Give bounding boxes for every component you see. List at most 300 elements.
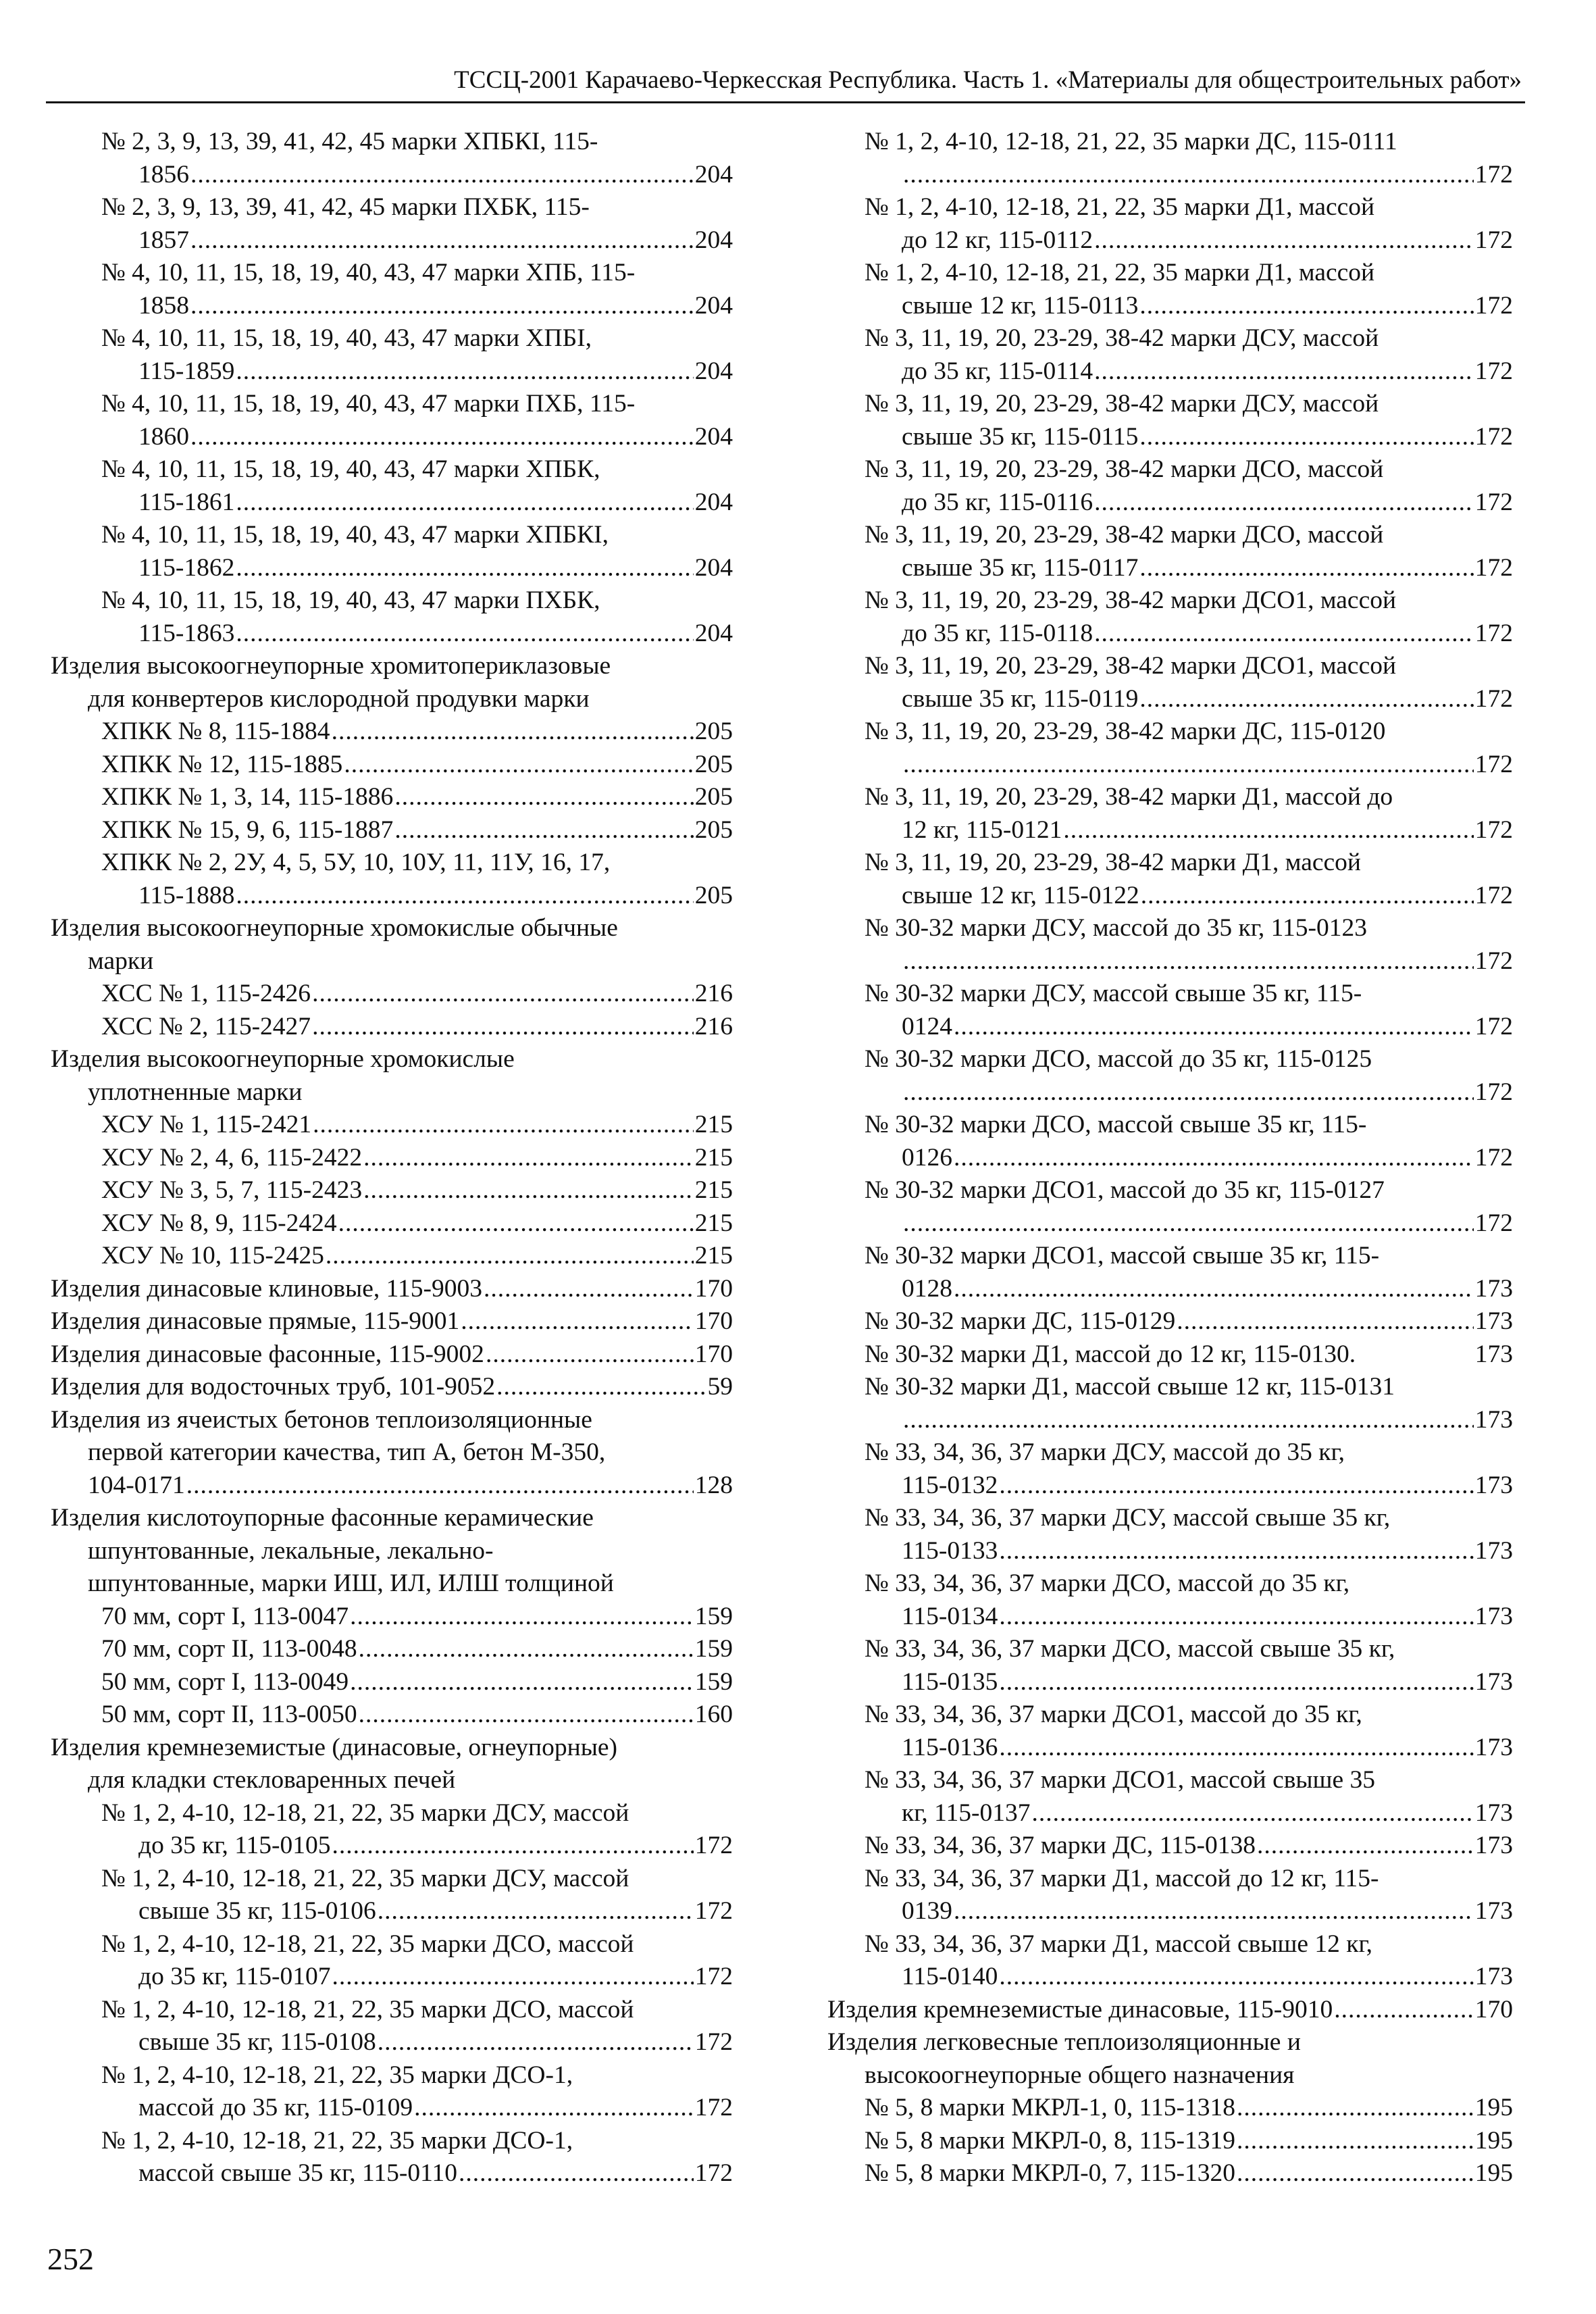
- entry-text: Изделия кислотоупорные фасонные керамические: [51, 1504, 594, 1532]
- dot-leader: [1141, 880, 1474, 913]
- entry-page-number: 173: [1474, 1536, 1513, 1565]
- page-number: 252: [47, 2242, 94, 2276]
- index-entry: [51, 257, 733, 322]
- index-entry-line: [827, 1928, 1513, 1961]
- index-entry-line: [51, 1830, 733, 1863]
- running-title: ТССЦ-2001 Карачаево-Черкесская Республика. Часть 1. «Материалы для общестроительных работ»: [454, 66, 1522, 94]
- dot-leader: [999, 1601, 1473, 1634]
- dot-leader: [350, 1666, 694, 1699]
- index-entry-line: [827, 945, 1513, 978]
- entry-page-number: 215: [694, 1242, 733, 1269]
- index-entry: [51, 1928, 733, 1994]
- index-entry-line: [51, 715, 733, 749]
- index-entry-line: [51, 224, 733, 257]
- index-entry-line: [827, 1535, 1513, 1568]
- index-entry-line: [827, 978, 1513, 1011]
- index-entry: [51, 1142, 733, 1175]
- entry-text: 1856: [138, 160, 189, 188]
- index-entry-line: [827, 912, 1513, 945]
- entry-text: № 3, 11, 19, 20, 23-29, 38-42 марки ДС, 115-0120: [865, 718, 1386, 745]
- entry-page-number: 172: [694, 2028, 733, 2056]
- entry-page-number: 172: [1474, 226, 1513, 254]
- index-entry-line: [827, 814, 1513, 847]
- entry-page-number: 173: [1474, 1733, 1513, 1761]
- entry-page-number: 172: [1474, 160, 1513, 188]
- entry-page-number: 173: [1474, 1602, 1513, 1630]
- index-entry-line: [827, 618, 1513, 651]
- dot-leader: [190, 421, 694, 454]
- entry-text: № 33, 34, 36, 37 марки ДС, 115-0138: [865, 1832, 1256, 1859]
- index-entry: [51, 1633, 733, 1666]
- entry-text: свыше 35 кг, 115-0108: [138, 2028, 376, 2056]
- index-entry: [51, 584, 733, 650]
- index-entry: [51, 2125, 733, 2190]
- entry-text: № 33, 34, 36, 37 марки Д1, массой до 12 кг, 115-: [865, 1864, 1379, 1892]
- index-entry-line: [827, 1043, 1513, 1076]
- index-entry-line: [827, 486, 1513, 520]
- index-entry: [51, 749, 733, 782]
- entry-text: до 35 кг, 115-0107: [138, 1963, 331, 1990]
- entry-page-number: 173: [1474, 1897, 1513, 1925]
- entry-page-number: 195: [1474, 2094, 1513, 2121]
- index-entry-line: [51, 1567, 733, 1601]
- dot-leader: [236, 618, 693, 651]
- entry-text: 115-0134: [902, 1602, 998, 1630]
- index-entry: [51, 322, 733, 388]
- dot-leader: [1237, 2092, 1474, 2125]
- index-entry: [51, 1207, 733, 1240]
- index-entry-line: [827, 1076, 1513, 1109]
- entry-text: № 1, 2, 4-10, 12-18, 21, 22, 35 марки ДСО, массой: [101, 1930, 634, 1958]
- dot-leader: [999, 1666, 1473, 1699]
- index-entry-line: [51, 1305, 733, 1338]
- index-entry-line: [827, 1142, 1513, 1175]
- index-entry: [827, 781, 1513, 847]
- entry-text: № 30-32 марки ДСУ, массой до 35 кг, 115-0123: [865, 914, 1367, 942]
- entry-text: ХСУ № 10, 115-2425: [101, 1242, 324, 1269]
- index-entry-line: [51, 912, 733, 945]
- dot-leader: [350, 1601, 694, 1634]
- dot-leader: [903, 159, 1474, 192]
- index-entry-line: [51, 1633, 733, 1666]
- entry-text: 115-0136: [902, 1733, 998, 1761]
- index-entry: [827, 388, 1513, 453]
- dot-leader: [1257, 1830, 1474, 1863]
- index-entry-line: [827, 1469, 1513, 1503]
- index-entry-line: [827, 1338, 1513, 1372]
- entry-text: 115-1859: [138, 357, 235, 385]
- dot-leader: [332, 1830, 694, 1863]
- index-entry-line: [51, 421, 733, 454]
- index-entry: [51, 781, 733, 814]
- index-entry-line: [51, 322, 733, 355]
- entry-text: 0128: [902, 1274, 952, 1303]
- index-entry-line: [827, 1240, 1513, 1273]
- index-entry-line: [827, 1830, 1513, 1863]
- index-entry-line: [51, 1961, 733, 1994]
- entry-text: Изделия для водосточных труб, 101-9052: [51, 1373, 496, 1401]
- entry-text: № 1, 2, 4-10, 12-18, 21, 22, 35 марки ДСУ, массой: [101, 1799, 629, 1827]
- index-entry: [827, 2125, 1513, 2158]
- entry-text: массой до 35 кг, 115-0109: [138, 2094, 413, 2121]
- index-entry-line: [51, 2157, 733, 2190]
- dot-leader: [363, 1174, 694, 1207]
- index-entry: [827, 1043, 1513, 1109]
- entry-text: № 30-32 марки ДСУ, массой свыше 35 кг, 115-: [865, 980, 1362, 1007]
- entry-text: Изделия высокоогнеупорные хромокислые обычные: [51, 914, 618, 942]
- index-entry-line: [51, 1240, 733, 1273]
- dot-leader: [1094, 618, 1474, 651]
- entry-text: № 3, 11, 19, 20, 23-29, 38-42 марки ДСО, массой: [865, 521, 1384, 549]
- index-entry: [827, 1371, 1513, 1436]
- index-entry-line: [827, 388, 1513, 421]
- index-entry-line: [51, 2026, 733, 2059]
- index-entry-line: [51, 1338, 733, 1372]
- index-entry-line: [51, 257, 733, 290]
- index-entry: [51, 1043, 733, 1109]
- entry-page-number: 215: [694, 1111, 733, 1138]
- index-entry-line: [827, 1273, 1513, 1306]
- entry-text: № 33, 34, 36, 37 марки ДСО1, массой свыше 35: [865, 1766, 1376, 1794]
- entry-page-number: 204: [694, 291, 733, 320]
- index-entry-line: [51, 290, 733, 323]
- entry-page-number: 172: [1474, 881, 1513, 909]
- dot-leader: [903, 945, 1474, 978]
- entry-page-number: 204: [694, 488, 733, 516]
- entry-text: Изделия высокоогнеупорные хромитопериклазовые: [51, 652, 611, 680]
- dot-leader: [363, 1142, 694, 1175]
- dot-leader: [332, 1961, 694, 1994]
- index-entry-line: [827, 290, 1513, 323]
- entry-text: № 1, 2, 4-10, 12-18, 21, 22, 35 марки ДСО, массой: [101, 1995, 634, 2023]
- entry-text: Изделия кремнеземистые динасовые, 115-9010: [827, 1995, 1333, 2023]
- entry-text: 50 мм, сорт II, 113-0050: [101, 1701, 357, 1728]
- entry-page-number: 215: [694, 1209, 733, 1237]
- entry-page-number: 204: [694, 553, 733, 582]
- index-entry-line: [827, 715, 1513, 749]
- index-entry: [827, 1830, 1513, 1863]
- dot-leader: [190, 159, 694, 192]
- entry-page-number: 172: [1474, 815, 1513, 844]
- index-entry-line: [827, 650, 1513, 683]
- index-entry-line: [827, 257, 1513, 290]
- entry-text: до 35 кг, 115-0114: [902, 357, 1093, 385]
- index-entry-line: [51, 2125, 733, 2158]
- index-entry: [827, 453, 1513, 519]
- index-entry-line: [51, 486, 733, 520]
- dot-leader: [394, 814, 693, 847]
- entry-text: 0139: [902, 1897, 952, 1925]
- index-entry: [827, 1305, 1513, 1338]
- index-entry: [51, 1273, 733, 1306]
- index-entry: [827, 519, 1513, 584]
- entry-text: № 4, 10, 11, 15, 18, 19, 40, 43, 47 марки ХПБ, 115-: [101, 259, 636, 286]
- entry-page-number: 172: [1474, 357, 1513, 385]
- dot-leader: [312, 1011, 694, 1044]
- entry-page-number: 215: [694, 1143, 733, 1172]
- entry-page-number: 159: [694, 1667, 733, 1696]
- entry-page-number: 172: [1474, 947, 1513, 975]
- entry-text: свыше 12 кг, 115-0122: [902, 881, 1139, 909]
- index-entry: [827, 847, 1513, 912]
- index-entry: [51, 715, 733, 749]
- index-entry-line: [827, 1371, 1513, 1404]
- entry-text: шпунтованные, марки ИШ, ИЛ, ИЛШ толщиной: [88, 1569, 614, 1597]
- index-entry-line: [827, 749, 1513, 782]
- entry-page-number: 172: [694, 1897, 733, 1925]
- entry-page-number: 172: [694, 1963, 733, 1990]
- index-entry-line: [827, 1502, 1513, 1535]
- entry-text: № 3, 11, 19, 20, 23-29, 38-42 марки ДСО1, массой: [865, 652, 1397, 680]
- index-entry-line: [51, 2092, 733, 2125]
- entry-text: массой свыше 35 кг, 115-0110: [138, 2159, 457, 2187]
- entry-text: свыше 12 кг, 115-0113: [902, 291, 1139, 320]
- dot-leader: [1177, 1305, 1474, 1338]
- index-entry-line: [51, 781, 733, 814]
- index-entry-line: [827, 880, 1513, 913]
- entry-text: ХСУ № 3, 5, 7, 115-2423: [101, 1176, 363, 1204]
- index-entry-line: [51, 159, 733, 192]
- dot-leader: [1334, 1994, 1473, 2027]
- index-entry-line: [51, 978, 733, 1011]
- index-entry: [51, 453, 733, 519]
- index-entry: [51, 1011, 733, 1044]
- index-entry-line: [827, 1174, 1513, 1207]
- index-entry: [51, 2059, 733, 2125]
- entry-text: № 30-32 марки Д1, массой свыше 12 кг, 115-0131: [865, 1373, 1395, 1401]
- entry-page-number: 172: [1474, 750, 1513, 778]
- index-entry-line: [51, 1011, 733, 1044]
- index-entry-line: [827, 1011, 1513, 1044]
- entry-page-number: 172: [1474, 422, 1513, 451]
- index-entry-line: [827, 1601, 1513, 1634]
- dot-leader: [484, 1273, 694, 1306]
- index-entry-line: [51, 683, 733, 716]
- entry-page-number: 170: [694, 1340, 733, 1368]
- index-entry-line: [827, 453, 1513, 486]
- entry-page-number: 173: [1474, 1963, 1513, 1990]
- index-entry: [51, 912, 733, 978]
- dot-leader: [1031, 1797, 1473, 1830]
- entry-text: Изделия кремнеземистые (динасовые, огнеупорные): [51, 1733, 618, 1761]
- entry-text: Изделия высокоогнеупорные хромокислые: [51, 1045, 515, 1073]
- dot-leader: [236, 552, 693, 585]
- dot-leader: [1237, 2157, 1474, 2190]
- index-entry: [827, 1863, 1513, 1928]
- dot-leader: [236, 880, 693, 913]
- dot-leader: [459, 2157, 694, 2190]
- entry-text: ХСУ № 1, 115-2421: [101, 1111, 312, 1138]
- index-entry: [51, 1797, 733, 1863]
- dot-leader: [414, 2092, 694, 2125]
- index-entry: [51, 1666, 733, 1699]
- entry-text: 104-0171: [88, 1471, 185, 1499]
- dot-leader: [496, 1371, 706, 1404]
- entry-text: свыше 35 кг, 115-0106: [138, 1897, 376, 1925]
- dot-leader: [332, 715, 694, 749]
- index-entry-line: [51, 1732, 733, 1765]
- entry-text: свыше 35 кг, 115-0117: [902, 553, 1139, 582]
- index-entry-line: [51, 880, 733, 913]
- entry-page-number: 160: [694, 1701, 733, 1728]
- entry-page-number: 173: [1474, 1405, 1513, 1434]
- entry-text: № 30-32 марки ДСО, массой свыше 35 кг, 115-: [865, 1111, 1367, 1138]
- dot-leader: [359, 1633, 694, 1666]
- index-entry-line: [827, 781, 1513, 814]
- entry-text: Изделия легковесные теплоизоляционные и: [827, 2028, 1301, 2056]
- dot-leader: [486, 1338, 694, 1372]
- entry-text: № 3, 11, 19, 20, 23-29, 38-42 марки Д1, массой: [865, 849, 1361, 876]
- entry-text: № 3, 11, 19, 20, 23-29, 38-42 марки ДСО, массой: [865, 455, 1384, 483]
- dot-leader: [1139, 683, 1473, 716]
- entry-page-number: 215: [694, 1176, 733, 1204]
- entry-text: № 33, 34, 36, 37 марки ДСО1, массой до 35 кг,: [865, 1701, 1362, 1728]
- entry-text: № 33, 34, 36, 37 марки ДСО, массой до 35 кг,: [865, 1569, 1350, 1597]
- index-entry: [51, 1502, 733, 1601]
- dot-leader: [1063, 814, 1473, 847]
- entry-text: № 1, 2, 4-10, 12-18, 21, 22, 35 марки Д1, массой: [865, 193, 1375, 221]
- index-entry: [51, 1863, 733, 1928]
- entry-page-number: 195: [1474, 2159, 1513, 2187]
- index-entry-line: [51, 519, 733, 552]
- entry-text: № 33, 34, 36, 37 марки ДСО, массой свыше 35 кг,: [865, 1635, 1395, 1663]
- index-entry-line: [827, 1404, 1513, 1437]
- entry-text: 115-0135: [902, 1667, 998, 1696]
- index-entry-line: [51, 552, 733, 585]
- index-entry: [51, 847, 733, 912]
- entry-text: ХСС № 1, 115-2426: [101, 980, 311, 1007]
- dot-leader: [1237, 2125, 1474, 2158]
- entry-page-number: 172: [1474, 684, 1513, 713]
- index-entry-line: [51, 2059, 733, 2092]
- entry-text: Изделия динасовые клиновые, 115-9003: [51, 1274, 482, 1303]
- entry-text: первой категории качества, тип А, бетон М-350,: [88, 1438, 606, 1466]
- entry-text: № 30-32 марки ДСО, массой до 35 кг, 115-0125: [865, 1045, 1372, 1073]
- index-entry: [827, 978, 1513, 1043]
- index-entry: [827, 1174, 1513, 1240]
- entry-text: 115-0133: [902, 1536, 998, 1565]
- index-entry-line: [51, 1601, 733, 1634]
- entry-text: 0126: [902, 1143, 952, 1172]
- running-header: [47, 65, 1522, 96]
- entry-text: № 30-32 марки ДСО1, массой свыше 35 кг, 115-: [865, 1242, 1380, 1269]
- entry-page-number: 59: [707, 1373, 733, 1401]
- index-entry-line: [827, 552, 1513, 585]
- entry-page-number: 172: [1474, 1078, 1513, 1106]
- entry-text: № 33, 34, 36, 37 марки ДСУ, массой до 35 кг,: [865, 1438, 1345, 1466]
- entry-text: уплотненные марки: [88, 1078, 303, 1106]
- entry-text: высокоогнеупорные общего назначения: [865, 2061, 1295, 2089]
- index-entry-line: [51, 650, 733, 683]
- entry-page-number: 173: [1474, 1667, 1513, 1696]
- entry-page-number: 170: [1474, 1995, 1513, 2023]
- entry-text: № 30-32 марки Д1, массой до 12 кг, 115-0130.: [865, 1340, 1356, 1368]
- entry-text: Изделия динасовые прямые, 115-9001: [51, 1307, 460, 1335]
- index-entry-line: [827, 1961, 1513, 1994]
- index-entry-line: [51, 1797, 733, 1830]
- index-entry-line: [51, 388, 733, 421]
- index-entry-line: [51, 945, 733, 978]
- index-entry-line: [827, 355, 1513, 388]
- entry-text: Изделия динасовые фасонные, 115-9002: [51, 1340, 484, 1368]
- index-entry: [51, 978, 733, 1011]
- dot-leader: [461, 1305, 693, 1338]
- dot-leader: [1139, 552, 1473, 585]
- entry-page-number: 172: [1474, 619, 1513, 647]
- entry-text: № 4, 10, 11, 15, 18, 19, 40, 43, 47 марки ПХБ, 115-: [101, 390, 636, 418]
- index-entry-line: [51, 1863, 733, 1896]
- entry-page-number: 159: [694, 1602, 733, 1630]
- dot-leader: [186, 1469, 694, 1503]
- entry-text: № 3, 11, 19, 20, 23-29, 38-42 марки ДСУ, массой: [865, 390, 1379, 418]
- dot-leader: [954, 1273, 1474, 1306]
- entry-text: 115-0132: [902, 1471, 998, 1499]
- entry-text: свыше 35 кг, 115-0119: [902, 684, 1139, 713]
- entry-page-number: 205: [694, 881, 733, 909]
- entry-text: ХПКК № 15, 9, 6, 115-1887: [101, 815, 394, 844]
- entry-page-number: 172: [1474, 488, 1513, 516]
- index-entry-line: [827, 322, 1513, 355]
- index-entry: [827, 584, 1513, 650]
- index-entry-line: [51, 1273, 733, 1306]
- dot-leader: [326, 1240, 694, 1273]
- entry-text: ХПКК № 1, 3, 14, 115-1886: [101, 783, 394, 811]
- index-column-right: [827, 126, 1513, 2190]
- index-entry-line: [51, 1436, 733, 1469]
- entry-text: 115-1888: [138, 881, 235, 909]
- index-entry: [827, 2026, 1513, 2092]
- entry-text: 12 кг, 115-0121: [902, 815, 1062, 844]
- index-entry-line: [827, 519, 1513, 552]
- entry-text: до 35 кг, 115-0118: [902, 619, 1093, 647]
- index-entry-line: [51, 1371, 733, 1404]
- index-entry: [51, 1338, 733, 1372]
- index-entry-line: [51, 749, 733, 782]
- entry-text: 1858: [138, 291, 189, 320]
- entry-page-number: 204: [694, 619, 733, 647]
- entry-text: 1857: [138, 226, 189, 254]
- entry-page-number: 173: [1474, 1274, 1513, 1303]
- entry-page-number: 172: [694, 1832, 733, 1859]
- entry-text: № 4, 10, 11, 15, 18, 19, 40, 43, 47 марки ХПБКІ,: [101, 521, 609, 549]
- index-entry-line: [827, 847, 1513, 880]
- index-entry-line: [51, 191, 733, 224]
- index-entry-line: [827, 1764, 1513, 1797]
- index-entry: [827, 2157, 1513, 2190]
- index-entry-line: [51, 1895, 733, 1928]
- entry-text: № 3, 11, 19, 20, 23-29, 38-42 марки ДСУ, массой: [865, 324, 1379, 352]
- index-entry-line: [51, 618, 733, 651]
- index-entry: [51, 1305, 733, 1338]
- index-entry: [51, 519, 733, 584]
- index-entry-line: [827, 2125, 1513, 2158]
- dot-leader: [190, 224, 694, 257]
- dot-leader: [378, 2026, 694, 2059]
- entry-text: № 1, 2, 4-10, 12-18, 21, 22, 35 марки ДСУ, массой: [101, 1864, 629, 1892]
- index-entry-line: [51, 1404, 733, 1437]
- index-entry-line: [827, 2059, 1513, 2092]
- dot-leader: [999, 1469, 1473, 1503]
- dot-leader: [190, 290, 694, 323]
- entry-page-number: 172: [1474, 1012, 1513, 1040]
- index-entry-line: [51, 1076, 733, 1109]
- index-entry: [827, 2092, 1513, 2125]
- entry-page-number: 204: [694, 357, 733, 385]
- entry-page-number: 204: [694, 226, 733, 254]
- index-entry-line: [827, 1436, 1513, 1469]
- index-entry-line: [827, 1305, 1513, 1338]
- index-entry: [827, 1240, 1513, 1305]
